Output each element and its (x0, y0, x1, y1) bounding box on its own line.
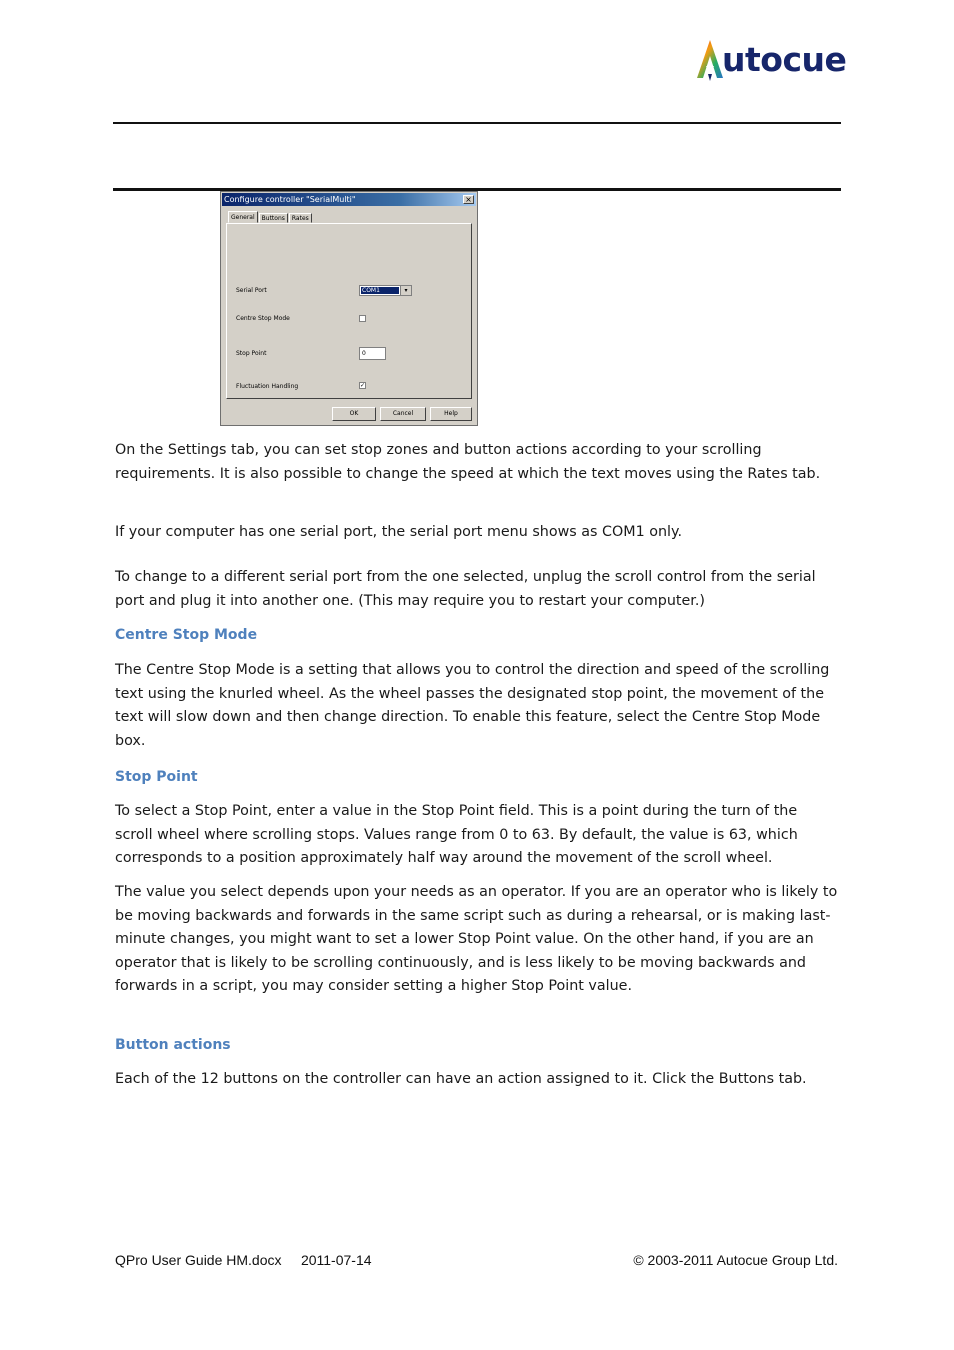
dialog-tabs (228, 211, 313, 223)
tab-general[interactable]: General (228, 211, 258, 223)
logo-wordmark: utocue (722, 40, 847, 79)
centre-stop-label: Centre Stop Mode (236, 315, 290, 322)
centre-stop-checkbox[interactable] (359, 315, 366, 322)
paragraph-stop-point-value: The value you select depends upon your needs as an operator. If you are an operator who is likely to be moving backwards and forwards in the same script such as during a rehearsal, or is making last-minute changes, you might want to set a lower Stop Point value. On the other hand, if you are an operator that is likely to be scrolling continuously, and is less likely to be moving backwards and forwards in a script, you may consider setting a higher Stop Point value. (115, 884, 838, 994)
dialog-title: Configure controller "SerialMulti" (224, 195, 356, 204)
paragraph-settings-tab: On the Settings tab, you can set stop zones and button actions according to your scrolling requirements. It is also possible to change the speed at which the text moves using the Rates tab. (115, 442, 821, 482)
header-rule (113, 122, 841, 124)
dialog-titlebar (222, 193, 476, 206)
paragraph-stop-point: To select a Stop Point, enter a value in the Stop Point field. This is a point during the turn of the scroll wheel where scrolling stops. Values range from 0 to 63. By default, the value is 63, which corresponds to a position approximately half way around the movement of the scroll wheel. (115, 803, 798, 866)
ok-button[interactable]: OK (332, 407, 376, 421)
stop-point-label: Stop Point (236, 350, 267, 357)
fluctuation-label: Fluctuation Handling (236, 383, 299, 390)
footer-document-info: QPro User Guide HM.docx 2011-07-14 (115, 1252, 372, 1268)
serial-port-select[interactable] (359, 285, 412, 296)
paragraph-button-actions: Each of the 12 buttons on the controller can have an action assigned to it. Click the Buttons tab. (115, 1071, 807, 1087)
chevron-down-icon[interactable]: ▾ (400, 286, 411, 295)
tab-buttons[interactable]: Buttons (259, 213, 288, 223)
general-panel (226, 223, 472, 399)
serial-port-label: Serial Port (236, 287, 267, 294)
serial-port-value: COM1 (361, 287, 399, 294)
close-icon[interactable]: × (463, 195, 474, 204)
autocue-logo (696, 38, 872, 82)
heading-stop-point: Stop Point (115, 769, 198, 785)
paragraph-serial-port: If your computer has one serial port, the serial port menu shows as COM1 only. (115, 524, 682, 540)
heading-button-actions: Button actions (115, 1037, 231, 1053)
autocue-logo-icon (696, 38, 724, 82)
stop-point-input[interactable]: 0 (359, 347, 386, 360)
cancel-button[interactable]: Cancel (380, 407, 426, 421)
fluctuation-checkbox[interactable]: ✓ (360, 382, 366, 389)
configure-controller-dialog (220, 191, 478, 426)
heading-centre-stop-mode: Centre Stop Mode (115, 627, 258, 643)
footer-copyright: © 2003-2011 Autocue Group Ltd. (633, 1252, 838, 1268)
tab-rates[interactable]: Rates (289, 213, 312, 223)
paragraph-centre-stop-mode: The Centre Stop Mode is a setting that allows you to control the direction and speed of the scrolling text using the knurled wheel. As the wheel passes the designated stop point, the movement of the text will slow down and then change direction. To enable this feature, select the Centre Stop Mode box. (115, 662, 830, 749)
help-button[interactable]: Help (430, 407, 472, 421)
paragraph-change-port: To change to a different serial port from the one selected, unplug the scroll control from the serial port and plug it into another one. (This may require you to restart your computer.) (115, 569, 816, 609)
